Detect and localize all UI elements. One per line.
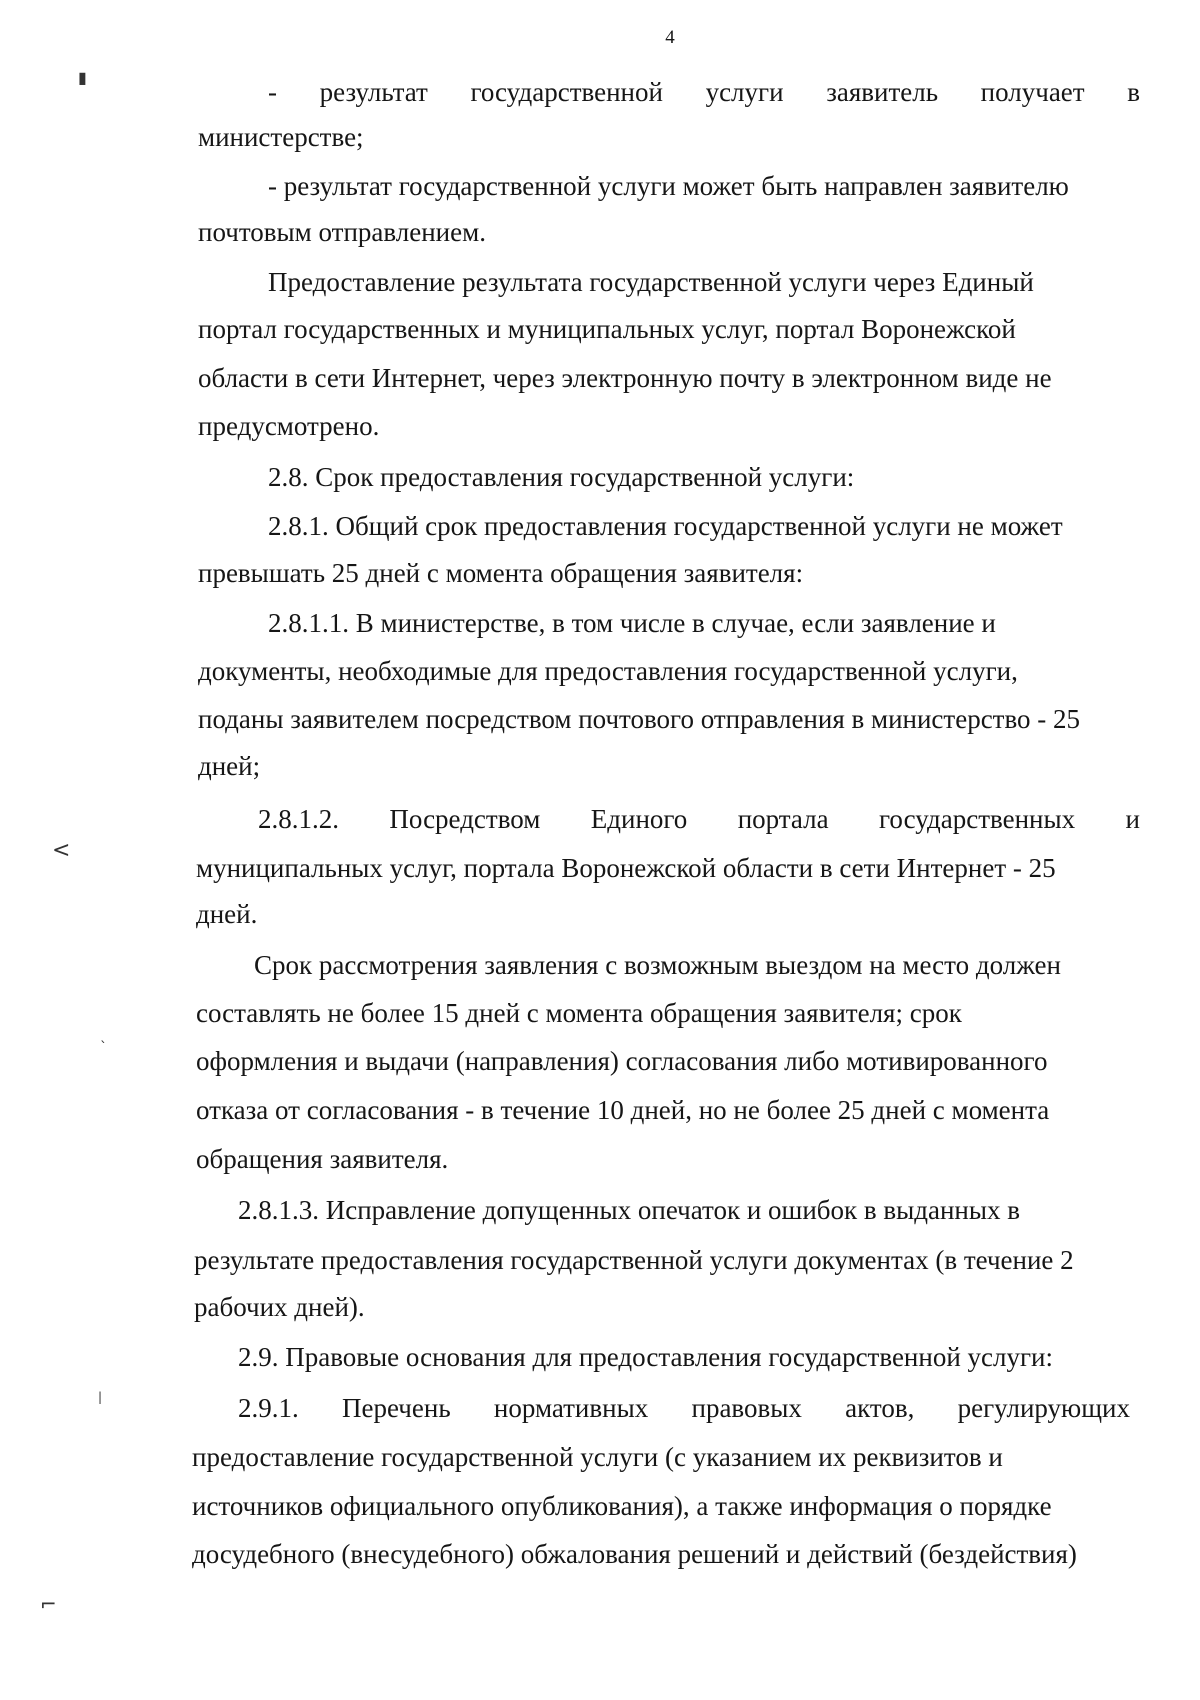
word: получает (980, 77, 1085, 107)
text-line: области в сети Интернет, через электронную почту в электронном виде не (198, 363, 1052, 393)
word: заявитель (826, 77, 939, 107)
text-line: Предоставление результата государственной услуги через Единый (268, 267, 1034, 297)
word: 2.9.1. (238, 1393, 299, 1423)
word: правовых (691, 1393, 802, 1423)
word: государственной (470, 77, 663, 107)
text-line: портал государственных и муниципальных услуг, портал Воронежской (198, 314, 1016, 344)
word: регулирующих (957, 1393, 1130, 1423)
text-line: документы, необходимые для предоставления государственной услуги, (198, 656, 1018, 686)
text-line: составлять не более 15 дней с момента обращения заявителя; срок (196, 998, 962, 1028)
text-line: предоставление государственной услуги (с указанием их реквизитов и (192, 1442, 1003, 1472)
word: - (268, 77, 277, 107)
text-line: обращения заявителя. (196, 1144, 449, 1174)
text-line: муниципальных услуг, портала Воронежской области в сети Интернет - 25 (196, 853, 1056, 883)
scan-mark: ⌐ (40, 1592, 57, 1616)
text-line: Срок рассмотрения заявления с возможным выездом на место должен (254, 950, 1061, 980)
text-line: министерстве; (198, 122, 364, 152)
word: Посредством (389, 804, 541, 834)
word: портала (737, 804, 829, 834)
text-line: оформления и выдачи (направления) согласования либо мотивированного (196, 1046, 1048, 1076)
word: результат (319, 77, 428, 107)
word: Перечень (342, 1393, 451, 1423)
scan-mark: ▮ (78, 68, 87, 87)
text-line: 2.8.1. Общий срок предоставления государственной услуги не может (268, 511, 1063, 541)
word: услуги (705, 77, 784, 107)
text-line: предусмотрено. (198, 411, 380, 441)
scan-mark: | (98, 1390, 103, 1404)
text-line: - результат государственной услуги может быть направлен заявителю (268, 171, 1069, 201)
scan-mark: ` (100, 1040, 107, 1056)
text-line: дней. (196, 899, 258, 929)
text-line: рабочих дней). (194, 1292, 365, 1322)
text-line: поданы заявителем посредством почтового отправления в министерство - 25 (198, 704, 1081, 734)
word: нормативных (493, 1393, 649, 1423)
text-line: 2.8. Срок предоставления государственной услуги: (268, 462, 855, 492)
word: и (1125, 804, 1140, 834)
text-line: источников официального опубликования), а также информация о порядке (192, 1491, 1052, 1521)
word: государственных (879, 804, 1076, 834)
text-line: почтовым отправлением. (198, 217, 486, 247)
text-line-2812 (258, 802, 1140, 836)
word: Единого (590, 804, 688, 834)
text-line: превышать 25 дней с момента обращения заявителя: (198, 558, 804, 588)
text-line-291 (238, 1391, 1130, 1425)
word: актов, (845, 1393, 915, 1423)
word: в (1127, 77, 1140, 107)
text-line-1 (268, 75, 1140, 109)
text-line: 2.9. Правовые основания для предоставления государственной услуги: (238, 1342, 1054, 1372)
scan-mark: < (52, 838, 71, 863)
text-line: досудебного (внесудебного) обжалования решений и действий (бездействия) (192, 1539, 1077, 1569)
word: 2.8.1.2. (258, 804, 339, 834)
text-line: 2.8.1.1. В министерстве, в том числе в случае, если заявление и (268, 608, 996, 638)
text-line: дней; (198, 751, 261, 781)
text-line: результате предоставления государственной услуги документах (в течение 2 (194, 1245, 1074, 1275)
page-number: 4 (665, 27, 675, 48)
text-line: 2.8.1.3. Исправление допущенных опечаток и ошибок в выданных в (238, 1195, 1021, 1225)
text-line: отказа от согласования - в течение 10 дней, но не более 25 дней с момента (196, 1095, 1050, 1125)
